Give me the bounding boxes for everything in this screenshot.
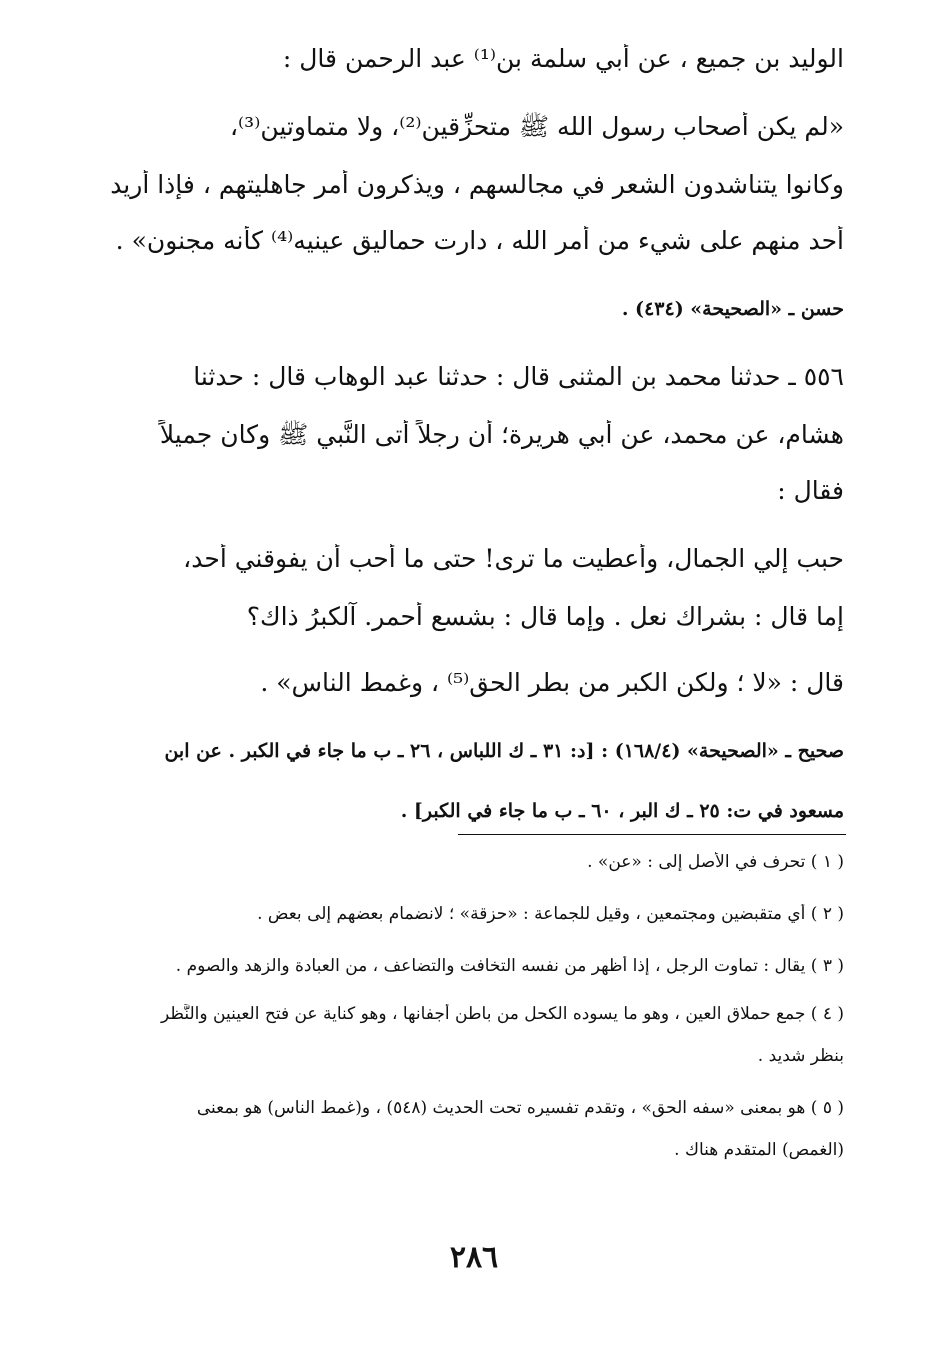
hadith-556-line-1: ٥٥٦ ـ حدثنا محمد بن المثنى قال : حدثنا عبد الوهاب قال : حدثنا <box>193 362 844 391</box>
footnote-1: ( ١ ) تحرف في الأصل إلى : «عن» . <box>587 852 844 872</box>
hadith-556-line-5: إما قال : بشراك نعل . وإما قال : بشسع أحمر. آلكبرُ ذاك؟ <box>246 602 844 631</box>
footnote-4: ( ٤ ) جمع حملاق العين ، وهو ما يسوده الكحل من باطن أجفانها ، وهو كناية عن فتح العينين والنَّظر <box>161 1004 844 1024</box>
footnote-2: ( ٢ ) أي متقبضين ومجتمعين ، وقيل للجماعة : «حزقة» ؛ لانضمام بعضهم إلى بعض . <box>257 904 844 924</box>
text-line-4: أحد منهم على شيء من أمر الله ، دارت حماليق عينيه⁽⁴⁾ كأنه مجنون» . <box>115 226 844 255</box>
hadith-556-line-6: قال : «لا ؛ ولكن الكبر من بطر الحق⁽⁵⁾ ، وغمط الناس» . <box>260 668 844 697</box>
hadith-556-line-2: هشام، عن محمد، عن أبي هريرة؛ أن رجلاً أتى النَّبي ﷺ وكان جميلاً <box>159 420 844 449</box>
footnote-3: ( ٣ ) يقال : تماوت الرجل ، إذا أظهر من نفسه التخافت والتضاعف ، من العبادة والزهد والصوم . <box>175 956 844 976</box>
text-line-2: «لم يكن أصحاب رسول الله ﷺ متحزِّقين⁽²⁾، ولا متماوتين⁽³⁾، <box>229 112 844 141</box>
hadith-556-line-4: حبب إلي الجمال، وأعطيت ما ترى! حتى ما أحب أن يفوقني أحد، <box>183 544 844 573</box>
text-line-1: الوليد بن جميع ، عن أبي سلمة بن⁽¹⁾ عبد الرحمن قال : <box>282 44 844 73</box>
grading-line-3: مسعود في ت: ٢٥ ـ ك البر ، ٦٠ ـ ب ما جاء في الكبر] . <box>400 800 844 822</box>
grading-line-2: صحيح ـ «الصحيحة» (١٦٨/٤) : [د: ٣١ ـ ك اللباس ، ٢٦ ـ ب ما جاء في الكبر . عن ابن <box>164 740 844 762</box>
hadith-556-line-3: فقال : <box>777 476 844 505</box>
page-number: ٢٨٦ <box>449 1240 499 1275</box>
grading-line-1: حسن ـ «الصحيحة» (٤٣٤) . <box>621 298 844 320</box>
footnote-5: ( ٥ ) هو بمعنى «سفه الحق» ، وتقدم تفسيره تحت الحديث (٥٤٨) ، و(غمط الناس) هو بمعنى <box>196 1098 844 1118</box>
footnote-4-continued: بنظر شديد . <box>757 1046 844 1066</box>
text-line-3: وكانوا يتناشدون الشعر في مجالسهم ، ويذكرون أمر جاهليتهم ، فإذا أريد <box>110 170 844 199</box>
footnote-5-continued: (الغمص) المتقدم هناك . <box>674 1140 844 1160</box>
footnote-separator <box>458 834 846 835</box>
